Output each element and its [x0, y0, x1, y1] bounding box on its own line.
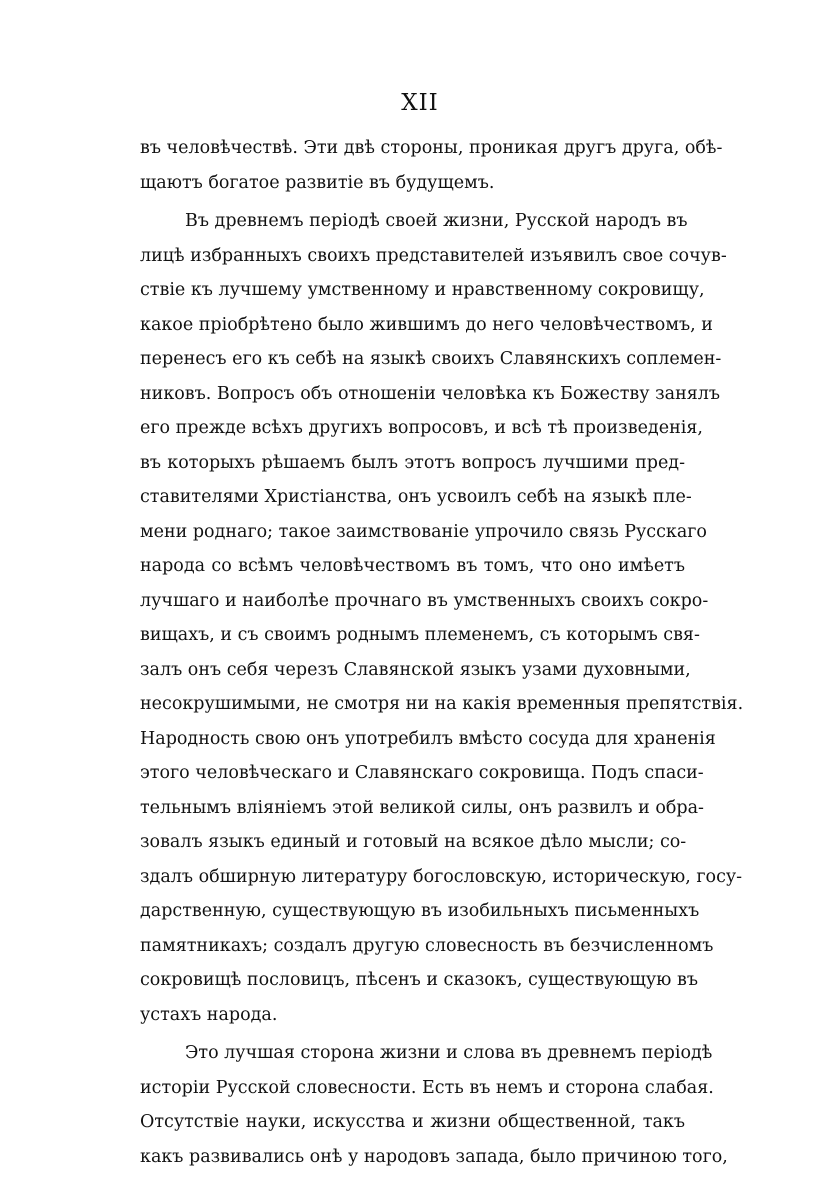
text-line: щаютъ богатое развитіе въ будущемъ.: [140, 172, 495, 193]
text-line: несокрушимыми, не смотря ни на какія временныя препятствія.: [140, 694, 744, 714]
text-line: мени роднаго; такое заимствованіе упрочило связь Русскаго: [140, 521, 707, 542]
text-line: какое пріобрѣтено было жившимъ до него человѣчествомъ, и: [140, 314, 713, 335]
text-line: лучшаго и наиболѣе прочнаго въ умственныхъ своихъ сокро-: [140, 590, 709, 611]
text-line: памятникахъ; создалъ другую словесность въ безчисленномъ: [140, 935, 714, 956]
text-line: Отсутствіе науки, искусства и жизни общественной, такъ: [140, 1112, 685, 1132]
paragraph: [140, 204, 744, 1032]
body-text: [140, 131, 744, 1174]
text-line: Въ древнемъ періодѣ своей жизни, Русской народъ въ: [185, 211, 688, 231]
text-line: лицѣ избранныхъ своихъ представителей изъявилъ свое сочув-: [140, 245, 727, 266]
text-line: никовъ. Вопросъ объ отношеніи человѣка къ Божеству занялъ: [140, 383, 721, 404]
text-line: Народность свою онъ употребилъ вмѣсто сосуда для храненія: [140, 728, 716, 749]
text-line: сокровищѣ пословицъ, пѣсенъ и сказокъ, существующую въ: [140, 970, 698, 990]
text-line: зовалъ языкъ единый и готовый на всякое дѣло мысли; со-: [140, 832, 687, 852]
text-line: въ которыхъ рѣшаемъ былъ этотъ вопросъ лучшими пред-: [140, 452, 685, 473]
page-number: XII: [401, 90, 439, 116]
text-line: перенесъ его къ себѣ на языкѣ своихъ Славянскихъ соплемен-: [140, 349, 722, 369]
paragraph: [140, 131, 723, 200]
paragraph: [140, 1036, 728, 1174]
text-line: здалъ обширную литературу богословскую, историческую, госу-: [140, 866, 743, 887]
text-line: залъ онъ себя черезъ Славянской языкъ узами духовными,: [140, 659, 691, 680]
text-line: Это лучшая сторона жизни и слова въ древнемъ періодѣ: [185, 1043, 713, 1063]
text-line: этого человѣческаго и Славянскаго сокровища. Подъ спаси-: [140, 763, 704, 783]
text-line: народа со всѣмъ человѣчествомъ въ томъ, что оно имѣетъ: [140, 556, 685, 576]
text-line: устахъ народа.: [140, 1004, 278, 1025]
text-line: какъ развивались онѣ у народовъ запада, было причиною того,: [140, 1146, 728, 1167]
text-line: ствіе къ лучшему умственному и нравственному сокровищу,: [140, 280, 705, 300]
text-line: его прежде всѣхъ другихъ вопросовъ, и всѣ тѣ произведенія,: [140, 418, 703, 438]
text-line: ставителями Христіанства, онъ усвоилъ себѣ на языкѣ пле-: [140, 487, 692, 507]
text-line: въ человѣчествѣ. Эти двѣ стороны, проникая другъ друга, обѣ-: [140, 138, 723, 158]
text-line: вищахъ, и съ своимъ роднымъ племенемъ, съ которымъ свя-: [140, 625, 700, 645]
text-line: дарственную, существующую въ изобильныхъ письменныхъ: [140, 901, 700, 921]
text-line: тельнымъ вліяніемъ этой великой силы, онъ развилъ и обра-: [140, 797, 704, 818]
text-line: исторіи Русской словесности. Есть въ немъ и сторона слабая.: [140, 1077, 714, 1098]
